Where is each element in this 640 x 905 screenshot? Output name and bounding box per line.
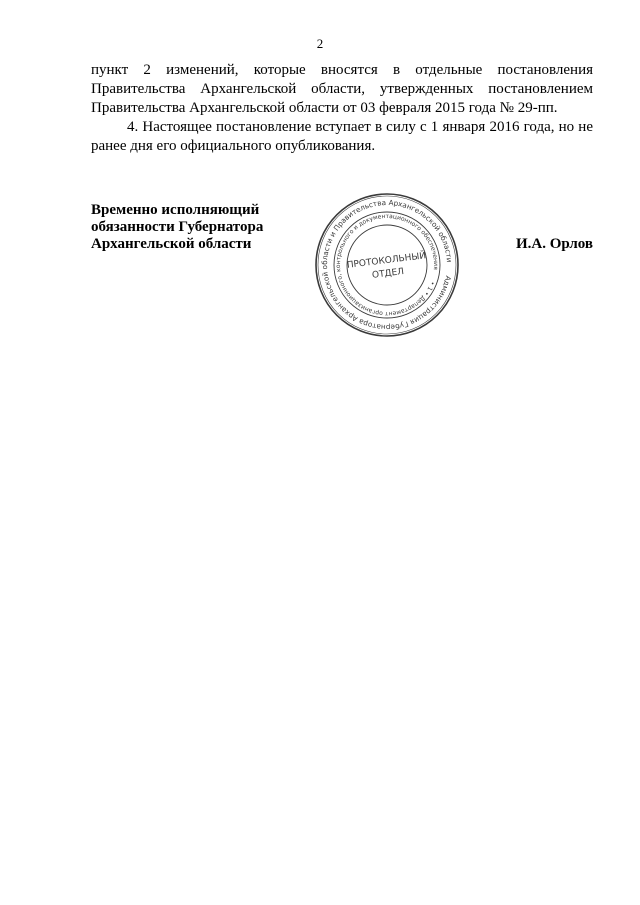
stamp-inner-ring-text: • 1 • Департамент организационного, контрольного и документационного обеспечения [334,212,440,318]
signature-title-line-1: Временно исполняющий [91,202,260,218]
signature-title-line-3: Архангельской области [91,236,252,252]
signature-title-line-2: обязанности Губернатора [91,219,264,235]
stamp-center-line-1: ПРОТОКОЛЬНЫЙ [346,251,427,271]
signatory-name: И.А. Орлов [515,236,593,252]
stamp-outer-ring-text: Администрация Губернатора Архангельской области и Правительства Архангельской области [319,197,454,333]
document-body [91,61,593,156]
signature-title [91,202,291,253]
page-number: 2 [316,36,324,51]
stamp-center-line-2: ОТДЕЛ [371,267,405,281]
stamp-seal-icon [312,190,462,340]
paragraph-continuation: пункт 2 изменений, которые вносятся в отдельные постановления Правительства Архангельской области, утвержденных постановлением Правительства Архангельской области от 03 февраля 2015 года № 29-пп. [91,62,593,116]
official-stamp [312,190,462,340]
paragraph-4: 4. Настоящее постановление вступает в силу с 1 января 2016 года, но не ранее дня его официального опубликования. [91,119,593,154]
